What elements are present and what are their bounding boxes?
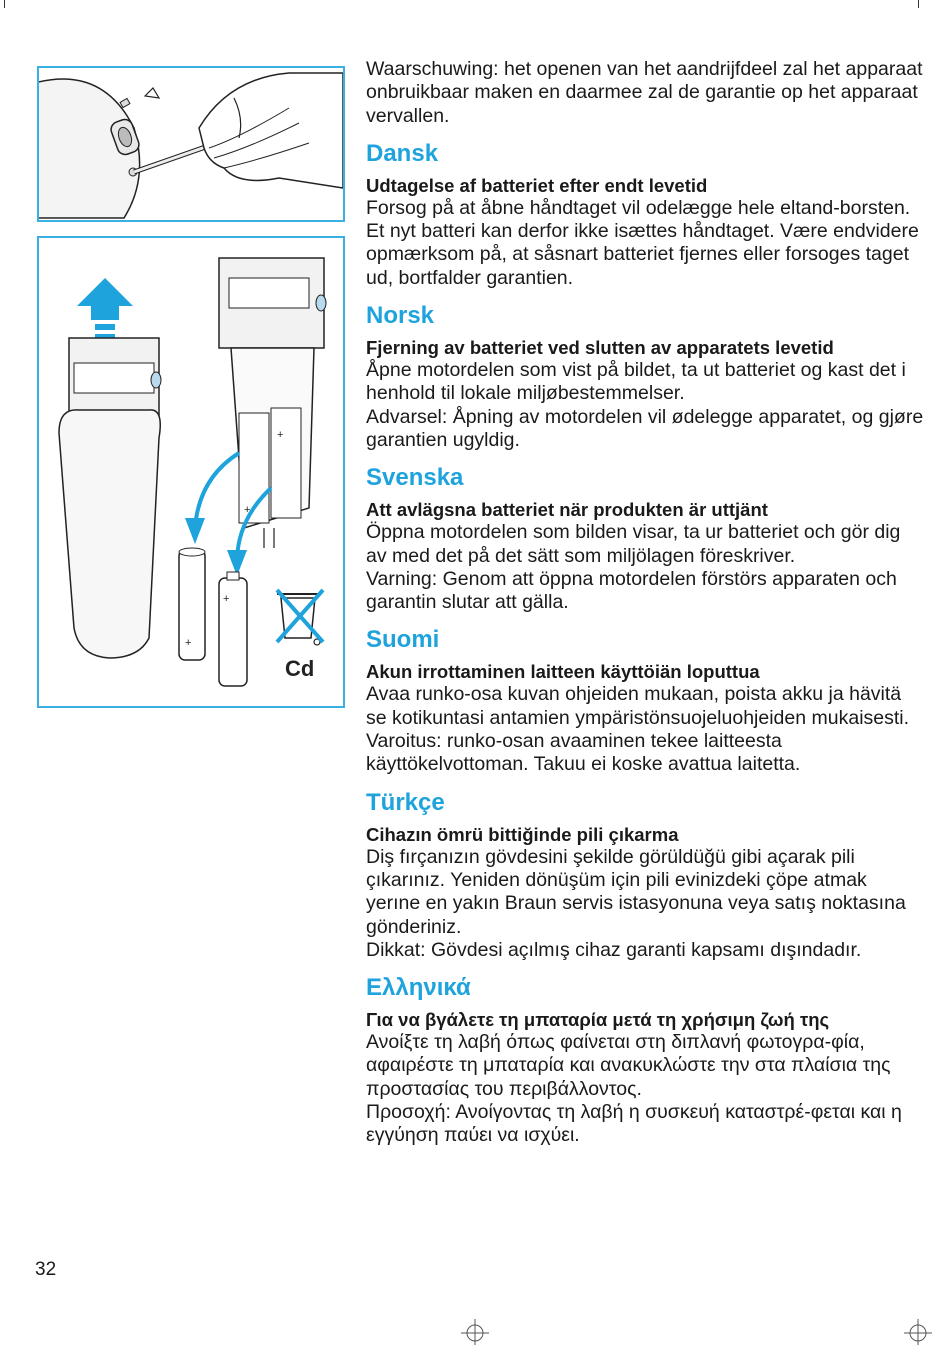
section-subheading: Cihazın ömrü bittiğinde pili çıkarma xyxy=(366,823,679,845)
battery-icon xyxy=(179,550,205,660)
up-arrow-icon xyxy=(77,278,133,320)
hand-tool-illustration xyxy=(39,68,343,220)
battery-plus-label: + xyxy=(185,637,192,649)
section-paragraph: Ανοίξτε τη λαβή όπως φαίνεται στη διπλανή φωτογρα-φία, αφαιρέστε τη μπαταρία και ανακυκλώστε την στα πλαίσια της προστασίας του περιβάλλοντος. xyxy=(366,1031,891,1100)
section-norsk xyxy=(366,302,926,452)
section-suomi xyxy=(366,626,926,776)
section-subheading: Udtagelse af batteriet efter endt levetid xyxy=(366,174,708,196)
battery-plus-label: + xyxy=(244,504,251,516)
section-paragraph: Diş fırçanızın gövdesini şekilde görüldüğü gibi açarak pili çıkarınız. Yeniden dönüşüm için pili evinizdeki çöpe atmak yerıne en yakın Braun servis istasyonuna veya satış noktasına gönderiniz. xyxy=(366,845,906,938)
section-paragraph: Varoitus: runko-osan avaaminen tekee laitteesta käyttökelvottoman. Takuu ei koske avattua laitetta. xyxy=(366,730,801,776)
registration-marks xyxy=(0,1315,950,1345)
section-paragraph: Åpne motordelen som vist på bildet, ta ut batteriet og kast det i henhold til lokale miljøbestemmelser. xyxy=(366,359,906,405)
section-heading: Norsk xyxy=(366,302,435,330)
section-heading: Svenska xyxy=(366,464,464,492)
figure-battery-removal xyxy=(37,236,345,708)
section-greek xyxy=(366,974,926,1147)
cd-label: Cd xyxy=(285,656,315,681)
crop-mark xyxy=(4,0,5,8)
crossed-bin-icon xyxy=(277,590,323,645)
section-subheading: Akun irrottaminen laitteen käyttöiän loputtua xyxy=(366,661,760,683)
section-paragraph: Dikkat: Gövdesi açılmış cihaz garanti kapsamı dışındadır. xyxy=(366,938,862,961)
section-heading: Suomi xyxy=(366,626,440,654)
section-paragraph: Öppna motordelen som bilden visar, ta ur batteriet och gör dig av med det på det sätt som miljölagen föreskriver. xyxy=(366,521,901,567)
curved-arrow-icon xyxy=(195,453,239,528)
section-subheading: Fjerning av batteriet ved slutten av apparatets levetid xyxy=(366,337,834,359)
page-number: 32 xyxy=(35,1259,57,1280)
battery-plus-label: + xyxy=(277,429,284,441)
section-heading: Dansk xyxy=(366,139,439,167)
section-paragraph: Προσοχή: Ανοίγοντας τη λαβή η συσκευή καταστρέ-φεται και η εγγύηση παύει να ισχύει. xyxy=(366,1101,902,1147)
section-subheading: Για να βγάλετε τη μπαταρία μετά τη χρήσιμη ζωή της xyxy=(366,1009,830,1031)
figure-opening-handle xyxy=(37,66,345,222)
section-heading: Türkçe xyxy=(366,788,445,816)
section-paragraph: Varning: Genom att öppna motordelen förstörs apparaten och garantin slutar att gälla. xyxy=(366,567,897,614)
section-svenska xyxy=(366,464,926,614)
battery-removal-illustration xyxy=(39,238,343,706)
section-subheading: Att avlägsna batteriet när produkten är uttjänt xyxy=(366,499,768,521)
text-column xyxy=(366,58,926,1148)
section-dansk xyxy=(366,140,926,290)
section-paragraph: Advarsel: Åpning av motordelen vil ødelegge apparatet, og gjøre garantien ugyldig. xyxy=(366,405,924,451)
section-paragraph: Forsog på at åbne håndtaget vil odelægge hele eltand-borsten. Et nyt batteri kan derfor ikke isættes håndtaget. Være endvidere opmærksom på, at såsnart batteriet fjernes eller forsoges taget ud, bortfalder garantien. xyxy=(366,196,919,289)
crop-mark xyxy=(918,0,919,8)
section-paragraph: Avaa runko-osa kuvan ohjeiden mukaan, poista akku ja hävitä se kotikuntasi antamien ympäristönsuojeluohjeiden mukaisesti. xyxy=(366,683,910,729)
section-turkce xyxy=(366,789,926,962)
section-heading: Ελληνικά xyxy=(366,974,471,1002)
battery-plus-label: + xyxy=(223,593,230,605)
intro-warning: Waarschuwing: het openen van het aandrijfdeel zal het apparaat onbruikbaar maken en daarmee zal de garantie op het apparaat vervallen. xyxy=(366,58,923,127)
